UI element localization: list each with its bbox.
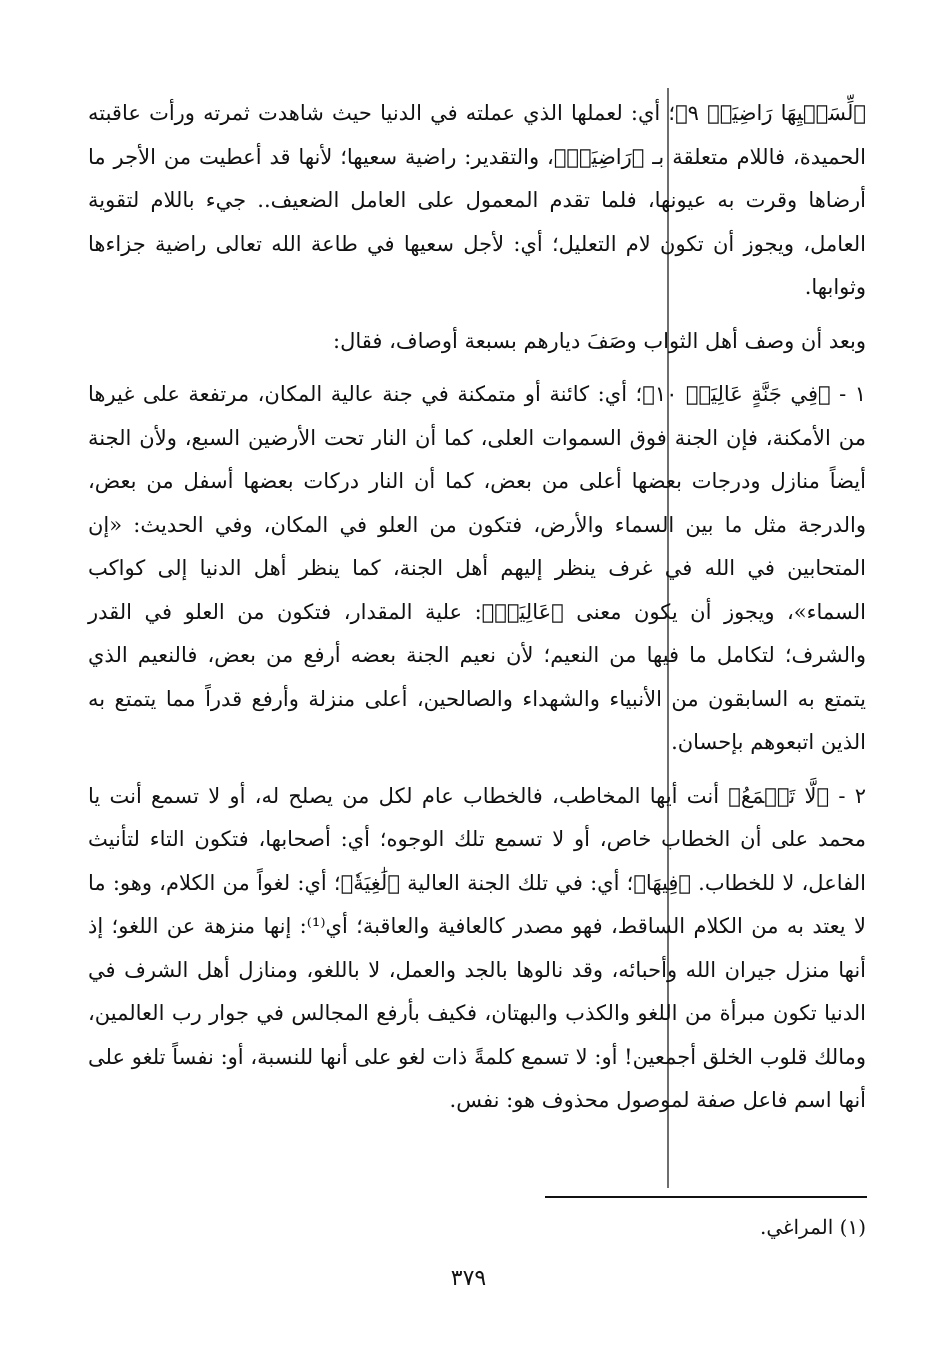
footnote-divider — [545, 1196, 867, 1198]
paragraph-3: ١ - ﴿فِي جَنَّةٍ عَالِيَةٖ ١٠﴾؛ أي: كائنة أو متمكنة في جنة عالية المكان، مرتفعة على غيرها من الأمكنة، فإن الجنة فوق السموات العلى، كما أن النار تحت الأرضين السبع، ولأن الجنة أيضاً منازل ودرجات بعضها أعلى من بعض، كما أن النار دركات بعضها أسفل من بعض، والدرجة مثل ما بين السماء والأرض، فتكون من العلو في المكان، وفي الحديث: «إن المتحابين في الله في غرف ينظر إليهم أهل الجنة، كما ينظر أهل الدنيا إلى كواكب السماء»، ويجوز أن يكون معنى ﴿عَالِيَةٖ﴾: علية المقدار، فتكون من العلو في القدر والشرف؛ لتكامل ما فيها من النعيم؛ لأن نعيم الجنة بعضه أرفع من بعض، فالنعيم الذي يتمتع به السابقون من الأنبياء والشهداء والصالحين، أعلى منزلة وأرفع قدراً مما يتمتع به الذين اتبعوهم بإحسان. — [88, 382, 867, 754]
paragraph-4: ٢ - ﴿لَّا تَسۡمَعُ﴾ أنت أيها المخاطب، فالخطاب عام لكل من يصلح له، أو لا تسمع أنت يا محمد على أن الخطاب خاص، أو لا تسمع تلك الوجوه؛ أي: أصحابها، فتكون التاء لتأنيث الفاعل، لا للخطاب. ﴿فِيهَا﴾؛ أي: في تلك الجنة العالية ﴿لَٰغِيَةٗ﴾؛ أي: لغواً من الكلام، وهو: ما لا يعتد به من الكلام الساقط، فهو مصدر كالعافية والعاقبة؛ أي⁽¹⁾: إنها منزهة عن اللغو؛ إذ أنها منزل جيران الله وأحبائه، وقد نالوها بالجد والعمل، لا باللغو، ومنازل أهل الشرف في الدنيا تكون مبرأة من اللغو والكذب والبهتان، فكيف بأرفع المجالس في جوار رب العالمين، ومالك قلوب الخلق أجمعين! أو: لا تسمع كلمةً ذات لغو على أنها للنسبة، أو: نفساً تلغو على أنها اسم فاعل صفة لموصول محذوف هو: نفس. — [88, 783, 867, 1112]
footnote: (١) المراغي. — [759, 1215, 866, 1239]
paragraph-2: وبعد أن وصف أهل الثواب وصَفَ ديارهم بسبعة أوصاف، فقال: — [333, 328, 866, 353]
page-number: ٣٧٩ — [450, 1266, 487, 1291]
main-text — [88, 92, 866, 1123]
paragraph-1: ﴿لِّسَعۡيِهَا رَاضِيَةٞ ٩﴾؛ أي: لعملها الذي عملته في الدنيا حيث شاهدت ثمرته ورأت عاقبته الحميدة، فاللام متعلقة بـ ﴿رَاضِيَةٞ﴾، والتقدير: راضية سعيها؛ لأنها قد أعطيت من الأجر ما أرضاها وقرت به عيونها، فلما تقدم المعمول على العامل الضعيف.. جيء باللام لتقوية العامل، ويجوز أن تكون لام التعليل؛ أي: لأجل سعيها في طاعة الله تعالى راضية جزاءها وثوابها. — [88, 101, 866, 299]
